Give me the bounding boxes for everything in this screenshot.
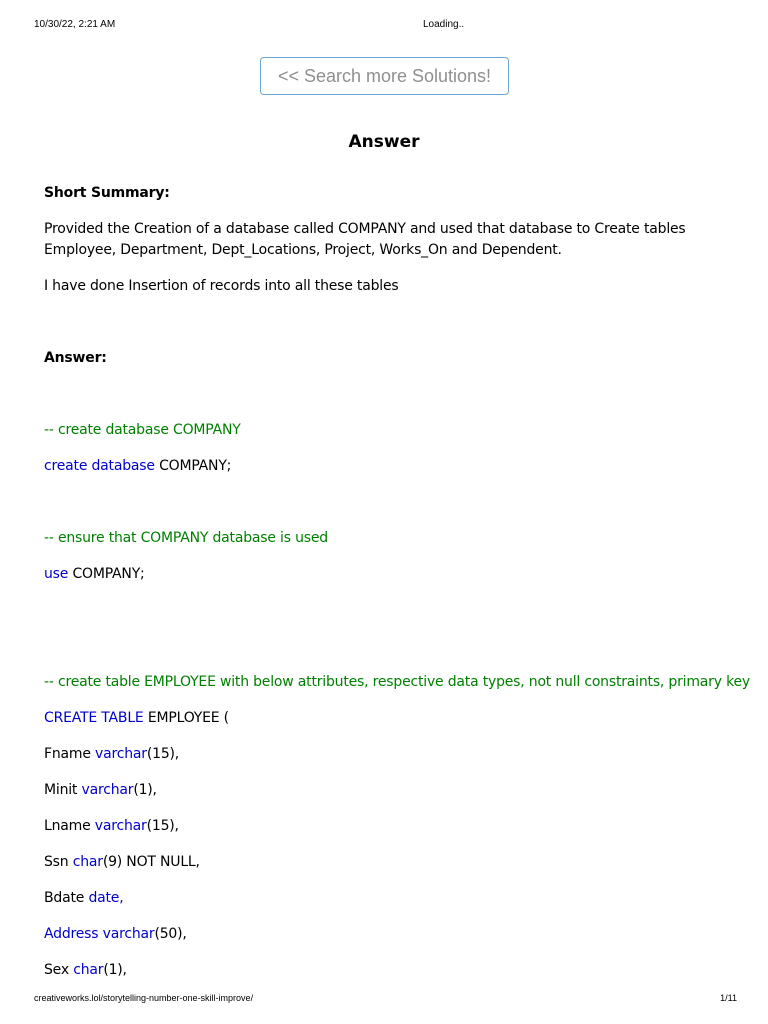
short-summary-heading: Short Summary: [44,185,170,201]
column-name: Bdate [44,890,89,906]
answer-heading: Answer: [44,350,107,366]
search-more-solutions-button[interactable]: << Search more Solutions! [260,57,509,95]
column-size: (9) NOT NULL, [102,854,200,870]
code-comment-create-database: -- create database COMPANY [44,422,241,438]
column-type: char [73,962,104,978]
code-line-ssn [44,852,200,872]
code-line-fname [44,744,179,764]
code-comment-create-employee: -- create table EMPLOYEE with below attributes, respective data types, not null constraints, primary key [44,674,750,690]
summary-paragraph-line-1: Provided the Creation of a database called COMPANY and used that database to Create tables [44,221,686,237]
code-line-address [44,924,187,944]
code-comment-use-database: -- ensure that COMPANY database is used [44,530,328,546]
column-type: date [88,890,120,906]
column-name: Ssn [44,854,73,870]
column-name: Fname [44,746,96,762]
column-size: (50), [154,926,187,942]
sql-text: EMPLOYEE ( [143,710,229,726]
sql-keyword: use [44,566,69,582]
column-size: (1), [103,962,127,978]
column-name: Lname [44,818,95,834]
footer-page-number: 1/11 [720,993,737,1003]
loading-status: Loading.. [423,19,465,30]
print-datetime: 10/30/22, 2:21 AM [34,19,116,30]
code-line-sex [44,960,127,980]
code-line-minit [44,780,157,800]
code-line-create-table [44,708,229,728]
column-type: varchar [95,746,147,762]
code-line-lname [44,816,179,836]
column-size: , [119,890,124,906]
summary-paragraph-line-2: Employee, Department, Dept_Locations, Project, Works_On and Dependent. [44,242,562,258]
sql-text: COMPANY; [68,566,145,582]
column-name: Sex [44,962,74,978]
sql-text: COMPANY; [154,458,232,474]
code-line-bdate [44,888,123,908]
column-size: (15), [146,746,180,762]
column-size: (15), [146,818,179,834]
sql-keyword: CREATE TABLE [44,710,144,726]
column-name-and-type: Address varchar [44,926,155,942]
column-type: varchar [81,782,134,798]
page-title: Answer [348,132,420,152]
sql-keyword: create database [44,458,155,474]
column-type: char [72,854,103,870]
summary-paragraph-2: I have done Insertion of records into all these tables [44,278,399,294]
column-size: (1), [133,782,157,798]
column-type: varchar [94,818,147,834]
footer-url: creativeworks.lol/storytelling-number-one-skill-improve/ [34,993,254,1003]
code-line-use [44,564,145,584]
column-name: Minit [44,782,82,798]
code-line-create-database [44,456,231,476]
